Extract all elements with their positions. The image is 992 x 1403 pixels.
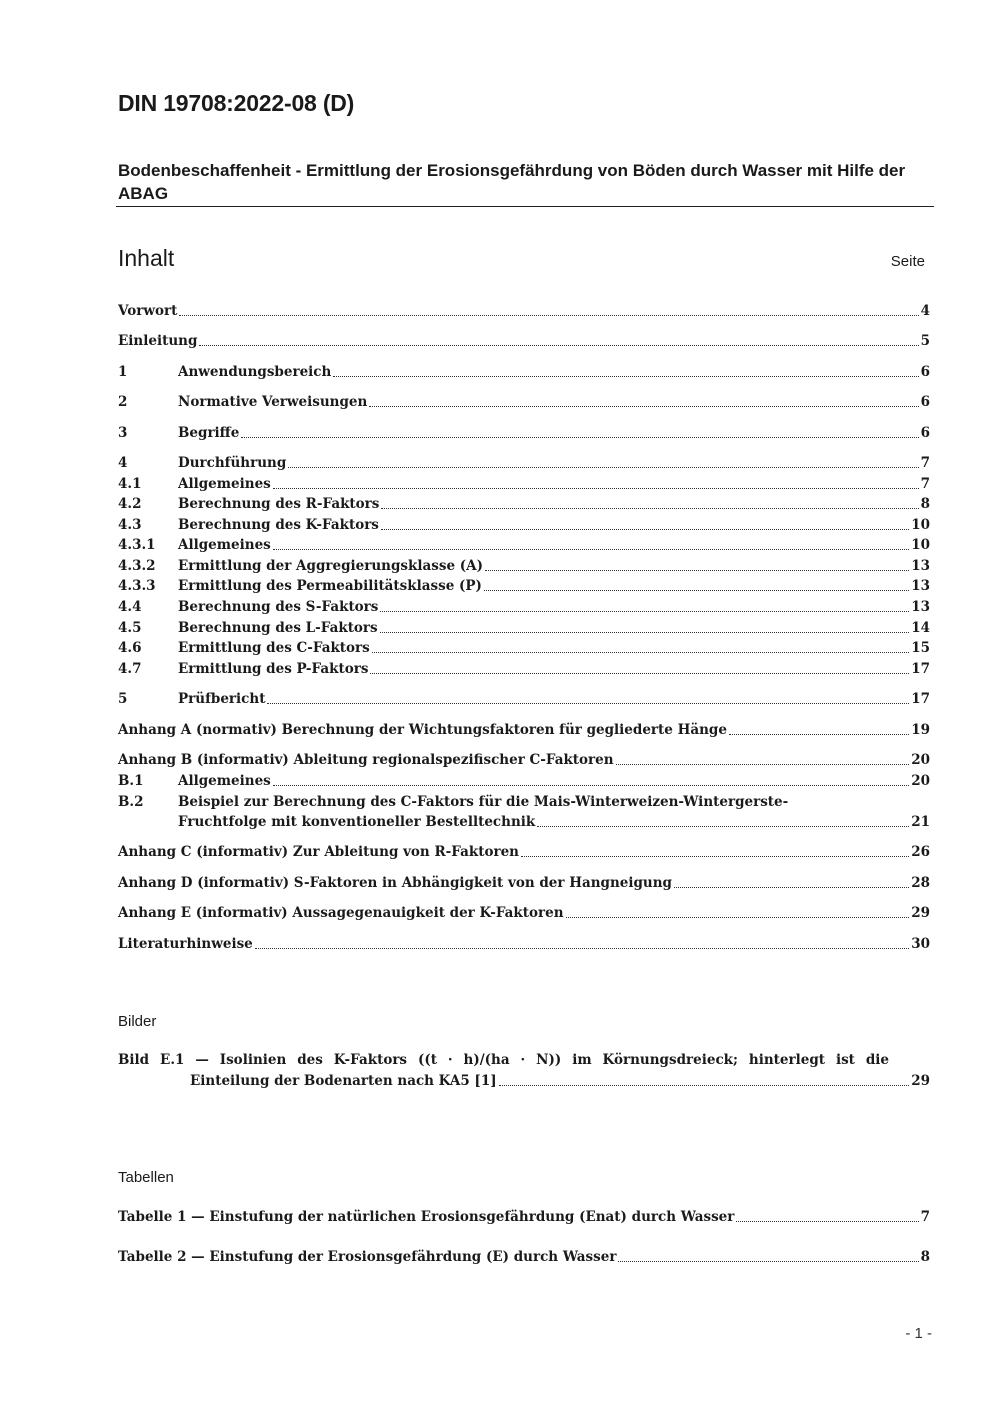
- toc-entry-page: 6: [920, 425, 930, 441]
- toc-entry-title: Ermittlung des P-Faktors: [178, 661, 369, 677]
- toc-entry[interactable]: [118, 792, 788, 812]
- toc-entry-title: Ermittlung des C-Faktors: [178, 640, 370, 656]
- toc-entry[interactable]: [118, 515, 930, 535]
- toc-entry[interactable]: [118, 362, 930, 382]
- toc-entry[interactable]: [118, 934, 930, 954]
- toc-entry[interactable]: [118, 453, 930, 473]
- toc-entry[interactable]: [118, 494, 930, 514]
- toc-entry-page: 21: [911, 814, 930, 830]
- toc-entry-page: 6: [920, 394, 930, 410]
- toc-entry-page: 4: [920, 303, 930, 319]
- toc-entry[interactable]: [118, 618, 930, 638]
- toc-entry-title: Anhang C (informativ) Zur Ableitung von R-Faktoren: [118, 844, 519, 860]
- toc-entry-title: Berechnung des S-Faktors: [178, 599, 379, 615]
- toc-entry-title: Begriffe: [178, 425, 240, 441]
- table-entry[interactable]: [118, 1207, 930, 1227]
- toc-entry-title: Ermittlung der Aggregierungsklasse (A): [178, 558, 483, 574]
- toc-entry-number: 4.3: [118, 517, 142, 533]
- title-divider: [116, 206, 934, 207]
- toc-entry-page: 17: [911, 691, 930, 707]
- table-entry-page: 8: [920, 1249, 930, 1265]
- toc-entry[interactable]: [118, 535, 930, 555]
- toc-entry-page: 26: [911, 844, 930, 860]
- table-entry-page: 7: [920, 1209, 930, 1225]
- toc-entry-title: Berechnung des L-Faktors: [178, 620, 378, 636]
- toc-entry[interactable]: [118, 576, 930, 596]
- toc-entry[interactable]: [118, 301, 930, 321]
- toc-entry-page: 10: [911, 517, 930, 533]
- toc-entry-title: Anhang B (informativ) Ableitung regionalspezifischer C-Faktoren: [118, 752, 614, 768]
- toc-entry[interactable]: [118, 659, 930, 679]
- toc-entry-number: 4.6: [118, 640, 142, 656]
- document-subtitle: Bodenbeschaffenheit - Ermittlung der Erosionsgefährdung von Böden durch Wasser mit Hilfe der ABAG: [118, 161, 906, 203]
- toc-entry-number: 4.3.1: [118, 537, 156, 553]
- toc-entry-title: Vorwort: [118, 303, 178, 319]
- toc-entry-title: Anhang D (informativ) S-Faktoren in Abhängigkeit von der Hangneigung: [118, 875, 673, 891]
- toc-entry-title: Allgemeines: [178, 537, 271, 553]
- tables-heading: Tabellen: [118, 1169, 174, 1186]
- toc-entry-title: Ermittlung des Permeabilitätsklasse (P): [178, 578, 482, 594]
- figure-entry[interactable]: [190, 1071, 930, 1091]
- toc-entry[interactable]: [118, 720, 930, 740]
- toc-entry-number: 1: [118, 364, 128, 380]
- toc-entry[interactable]: [118, 689, 930, 709]
- toc-entry-number: B.2: [118, 794, 144, 810]
- toc-entry-page: 29: [911, 905, 930, 921]
- toc-entry-title: Allgemeines: [178, 773, 271, 789]
- toc-entry-number: 4.7: [118, 661, 142, 677]
- toc-entry-number: 4: [118, 455, 128, 471]
- toc-entry-page: 8: [920, 496, 930, 512]
- toc-entry-page: 5: [920, 333, 930, 349]
- toc-heading: Inhalt: [118, 245, 175, 271]
- toc-entry-number: B.1: [118, 773, 144, 789]
- toc-entry-page: 15: [911, 640, 930, 656]
- toc-entry-page: 13: [911, 558, 930, 574]
- toc-entry-title: Berechnung des K-Faktors: [178, 517, 379, 533]
- toc-entry-number: 2: [118, 394, 128, 410]
- toc-entry-page: 17: [911, 661, 930, 677]
- toc-entry-number: 4.3.3: [118, 578, 156, 594]
- toc-entry-title: Literaturhinweise: [118, 936, 253, 952]
- toc-entry-continuation[interactable]: [178, 812, 930, 832]
- toc-entry[interactable]: [118, 771, 930, 791]
- toc-entry-page: 19: [911, 722, 930, 738]
- figures-heading: Bilder: [118, 1013, 157, 1030]
- toc-entry[interactable]: [118, 331, 930, 351]
- toc-entry[interactable]: [118, 903, 930, 923]
- figure-entry-line1[interactable]: Bild E.1 — Isolinien des K-Faktors ((t · h)/(ha · N)) im Körnungsdreieck; hinterlegt ist die: [118, 1052, 889, 1068]
- page-number: - 1 -: [905, 1325, 932, 1342]
- toc-entry-page: 30: [911, 936, 930, 952]
- toc-entry-page: 7: [920, 455, 930, 471]
- toc-entry-title: Allgemeines: [178, 476, 271, 492]
- toc-entry-title: Prüfbericht: [178, 691, 266, 707]
- table-entry-title: Tabelle 2 — Einstufung der Erosionsgefährdung (E) durch Wasser: [118, 1249, 617, 1265]
- toc-entry-page: 13: [911, 578, 930, 594]
- toc-entry[interactable]: [118, 873, 930, 893]
- toc-entry-page: 13: [911, 599, 930, 615]
- toc-entry-number: 5: [118, 691, 128, 707]
- toc-entry[interactable]: [118, 474, 930, 494]
- table-entry-title: Tabelle 1 — Einstufung der natürlichen Erosionsgefährdung (Enat) durch Wasser: [118, 1209, 735, 1225]
- toc-entry-page: 6: [920, 364, 930, 380]
- toc-entry[interactable]: [118, 597, 930, 617]
- toc-entry-number: 3: [118, 425, 128, 441]
- toc-entry[interactable]: [118, 556, 930, 576]
- toc-entry-page: 20: [911, 752, 930, 768]
- toc-entry-title: Anwendungsbereich: [178, 364, 332, 380]
- figure-entry-title: Einteilung der Bodenarten nach KA5 [1]: [190, 1073, 497, 1089]
- toc-entry-title: Einleitung: [118, 333, 198, 349]
- toc-entry[interactable]: [118, 750, 930, 770]
- toc-entry-title: Berechnung des R-Faktors: [178, 496, 380, 512]
- toc-entry-title: Fruchtfolge mit konventioneller Bestelltechnik: [178, 814, 536, 830]
- toc-entry[interactable]: [118, 638, 930, 658]
- toc-entry-number: 4.2: [118, 496, 142, 512]
- toc-entry[interactable]: [118, 842, 930, 862]
- toc-entry[interactable]: [118, 392, 930, 412]
- page-column-label: Seite: [890, 253, 925, 270]
- toc-entry-number: 4.5: [118, 620, 142, 636]
- toc-entry-page: 20: [911, 773, 930, 789]
- toc-entry-number: 4.1: [118, 476, 142, 492]
- document-title: DIN 19708:2022-08 (D): [118, 90, 355, 116]
- toc-entry-number: 4.4: [118, 599, 142, 615]
- toc-entry[interactable]: [118, 423, 930, 443]
- toc-entry-page: 10: [911, 537, 930, 553]
- table-entry[interactable]: [118, 1247, 930, 1267]
- toc-entry-title: Anhang A (normativ) Berechnung der Wichtungsfaktoren für gegliederte Hänge: [118, 722, 727, 738]
- toc-entry-title: Anhang E (informativ) Aussagegenauigkeit der K-Faktoren: [118, 905, 564, 921]
- toc-entry-title: Beispiel zur Berechnung des C-Faktors für die Mais-Winterweizen-Wintergerste-: [178, 794, 789, 810]
- toc-entry-title: Durchführung: [178, 455, 287, 471]
- toc-entry-page: 14: [911, 620, 930, 636]
- toc-entry-number: 4.3.2: [118, 558, 156, 574]
- figure-entry-page: 29: [911, 1073, 930, 1089]
- toc-entry-page: 28: [911, 875, 930, 891]
- toc-entry-page: 7: [920, 476, 930, 492]
- toc-entry-title: Normative Verweisungen: [178, 394, 368, 410]
